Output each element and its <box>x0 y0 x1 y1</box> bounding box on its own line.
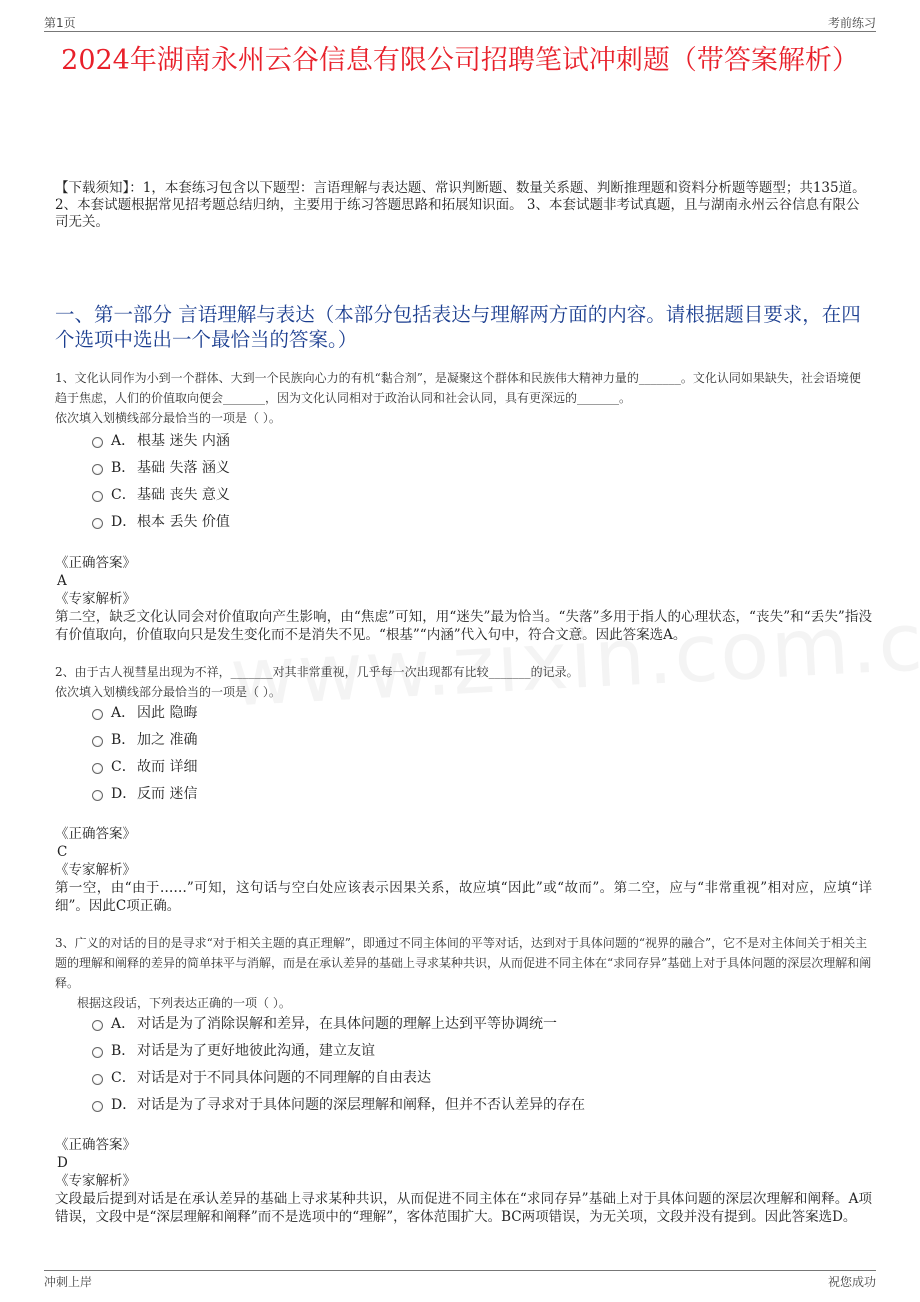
analysis-text: 第二空，缺乏文化认同会对价值取向产生影响，由“焦虑”可知，用“迷失”最为恰当。“失落”多用于指人的心理状态，“丧失”和“丢失”指没有价值取向，价值取向只是发生变化而不是消失不见。“根基”“内涵”代入句中，符合文意。因此答案选A。 <box>55 609 872 643</box>
radio-icon[interactable] <box>92 736 103 747</box>
option-b[interactable]: B． 加之 准确 <box>92 725 197 752</box>
analysis-text: 第一空，由“由于……”可知，这句话与空白处应该表示因果关系，故应填“因此”或“故而”。第二空，应与“非常重视”相对应，应填“详细”。因此C项正确。 <box>55 880 872 914</box>
question-2-stem: 2、由于古人视彗星出现为不祥，_______对其非常重视，几乎每一次出现都有比较_______的记录。 依次填入划横线部分最恰当的一项是（ ）。 <box>55 662 872 702</box>
answer-label: 《正确答案》 <box>55 1137 136 1153</box>
question-3-prompt: 根据这段话，下列表达正确的一项（ ）。 <box>77 996 291 1010</box>
question-2-answer-block <box>55 825 872 915</box>
section-heading: 一、第一部分 言语理解与表达（本部分包括表达与理解两方面的内容。请根据题目要求，在四个选项中选出一个最恰当的答案。） <box>55 303 861 351</box>
radio-icon[interactable] <box>92 1020 103 1031</box>
option-d[interactable]: D． 根本 丢失 价值 <box>92 507 230 534</box>
option-b[interactable]: B． 对话是为了更好地彼此沟通，建立友谊 <box>92 1036 585 1063</box>
answer-label: 《正确答案》 <box>55 826 136 842</box>
radio-icon[interactable] <box>92 763 103 774</box>
page-header <box>44 14 876 32</box>
option-d[interactable]: D． 反而 迷信 <box>92 779 197 806</box>
radio-icon[interactable] <box>92 464 103 475</box>
page-footer <box>44 1270 876 1290</box>
page-number: 第1页 <box>44 16 76 30</box>
option-c[interactable]: C． 故而 详细 <box>92 752 197 779</box>
question-1-answer-block <box>55 554 872 644</box>
option-a[interactable]: A． 对话是为了消除误解和差异，在具体问题的理解上达到平等协调统一 <box>92 1009 585 1036</box>
option-a[interactable]: A． 因此 隐晦 <box>92 698 197 725</box>
option-c[interactable]: C． 对话是对于不同具体问题的不同理解的自由表达 <box>92 1063 585 1090</box>
option-c[interactable]: C． 基础 丧失 意义 <box>92 480 230 507</box>
question-2-prompt: 依次填入划横线部分最恰当的一项是（ ）。 <box>55 685 281 699</box>
radio-icon[interactable] <box>92 518 103 529</box>
analysis-text: 文段最后提到对话是在承认差异的基础上寻求某种共识，从而促进不同主体在“求同存异”基础上对于具体问题的深层次理解和阐释。A项错误，文段中是“深层理解和阐释”而不是选项中的“理解”，客体范围扩大。BC两项错误，为无关项，文段并没有提到。因此答案选D。 <box>55 1191 872 1225</box>
radio-icon[interactable] <box>92 1074 103 1085</box>
question-1-stem: 1、文化认同作为小到一个群体、大到一个民族向心力的有机“黏合剂”，是凝聚这个群体和民族伟大精神力量的_______。文化认同如果缺失，社会语境便趋于焦虑，人们的价值取向便会_______，因为文化认同相对于政治认同和社会认同，具有更深远的_______。 依次填入划横线部分最恰当的一项是（ ）。 <box>55 368 872 428</box>
option-d[interactable]: D． 对话是为了寻求对于具体问题的深层理解和阐释，但并不否认差异的存在 <box>92 1090 585 1117</box>
question-2-options <box>92 698 197 806</box>
option-a[interactable]: A． 根基 迷失 内涵 <box>92 426 230 453</box>
radio-icon[interactable] <box>92 491 103 502</box>
radio-icon[interactable] <box>92 437 103 448</box>
radio-icon[interactable] <box>92 790 103 801</box>
question-3-stem: 3、广义的对话的目的是寻求“对于相关主题的真正理解”，即通过不同主体间的平等对话，达到对于具体问题的“视界的融合”，它不是对主体间关于相关主题的理解和阐释的差异的简单抹平与消解，而是在承认差异的基础上寻求某种共识，从而促进不同主体在“求同存异”基础上对于具体问题的深层次理解和阐释。 根据这段话，下列表达正确的一项（ ）。 <box>55 933 872 1013</box>
answer-value: C <box>57 844 68 860</box>
document-title: 2024年湖南永州云谷信息有限公司招聘笔试冲刺题（带答案解析） <box>61 45 859 76</box>
answer-label: 《正确答案》 <box>55 555 136 571</box>
question-3-answer-block <box>55 1136 872 1226</box>
download-notice: 【下载须知】：1，本套练习包含以下题型：言语理解与表达题、常识判断题、数量关系题、判断推理题和资料分析题等题型；共135道。 2、本套试题根据常见招考题总结归纳，主要用于练习答题思路和拓展知识面。 3、本套试题非考试真题，且与湖南永州云谷信息有限公司无关。 <box>55 180 866 230</box>
footer-left-label: 冲刺上岸 <box>44 1275 93 1289</box>
radio-icon[interactable] <box>92 709 103 720</box>
answer-value: D <box>57 1155 68 1171</box>
analysis-label: 《专家解析》 <box>55 591 136 607</box>
option-b[interactable]: B． 基础 失落 涵义 <box>92 453 230 480</box>
analysis-label: 《专家解析》 <box>55 862 136 878</box>
footer-right-label: 祝您成功 <box>827 1275 876 1289</box>
radio-icon[interactable] <box>92 1101 103 1112</box>
question-1-options <box>92 426 230 534</box>
question-1-prompt: 依次填入划横线部分最恰当的一项是（ ）。 <box>55 411 281 425</box>
radio-icon[interactable] <box>92 1047 103 1058</box>
answer-value: A <box>57 573 67 589</box>
question-3-options <box>92 1009 585 1117</box>
analysis-label: 《专家解析》 <box>55 1173 136 1189</box>
header-label: 考前练习 <box>827 16 876 30</box>
